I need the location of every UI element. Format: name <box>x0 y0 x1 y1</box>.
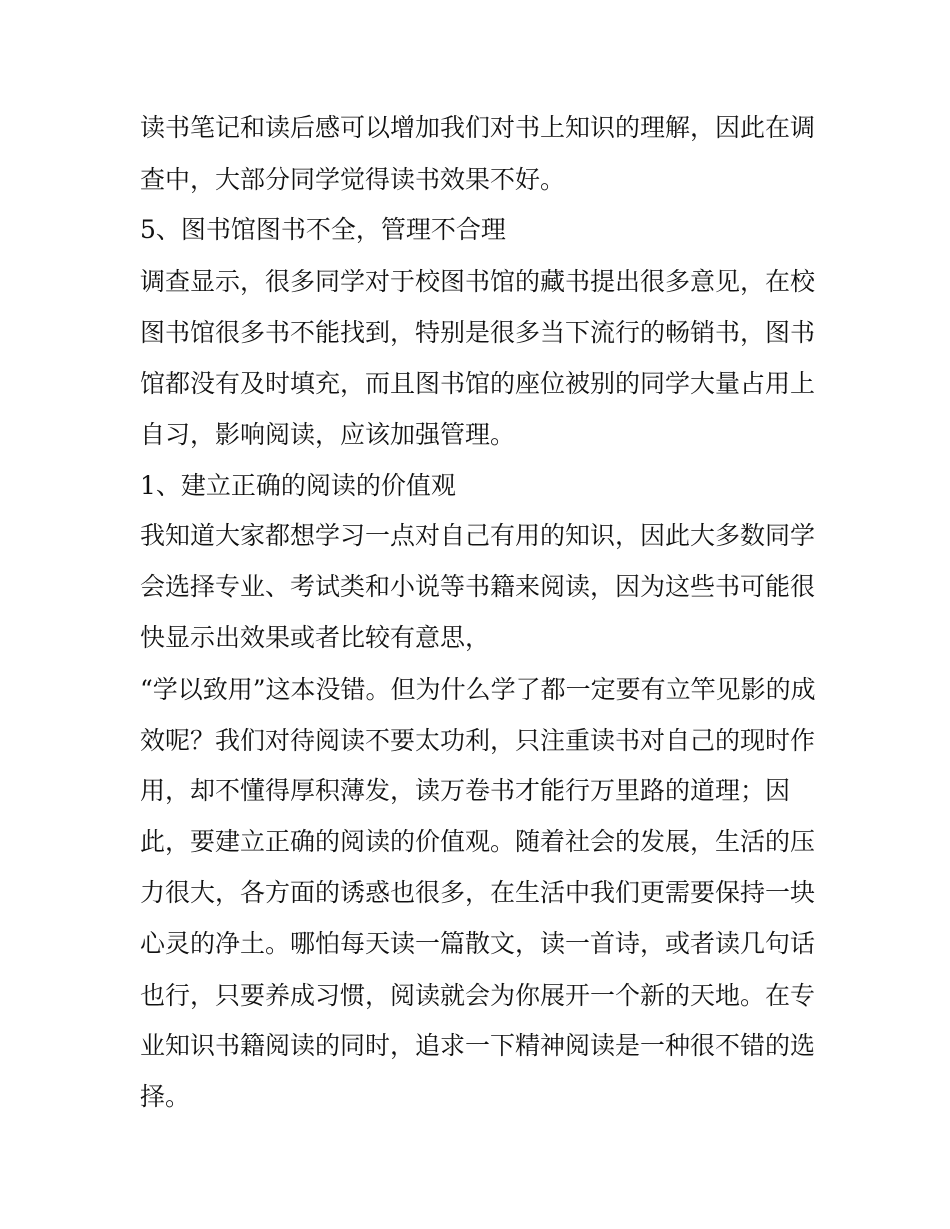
paragraph-line: 此，要建立正确的阅读的价值观。随着社会的发展，生活的压 <box>140 827 816 856</box>
paragraph-line: 图书馆很多书不能找到，特别是很多当下流行的畅销书，图书 <box>140 318 816 347</box>
paragraph-line: 择。 <box>140 1082 191 1111</box>
paragraph-line: 我知道大家都想学习一点对自己有用的知识，因此大多数同学 <box>140 521 816 550</box>
paragraph-line: “学以致用”这本没错。但为什么学了都一定要有立竿见影的成 <box>140 675 816 704</box>
section-heading: 5、图书馆图书不全，管理不合理 <box>140 215 506 244</box>
paragraph-line: 力很大，各方面的诱惑也很多，在生活中我们更需要保持一块 <box>140 878 816 907</box>
paragraph-line: 调查显示，很多同学对于校图书馆的藏书提出很多意见，在校 <box>140 267 816 296</box>
paragraph-line: 效呢？我们对待阅读不要太功利，只注重读书对自己的现时作 <box>140 726 816 755</box>
paragraph-line: 也行，只要养成习惯，阅读就会为你展开一个新的天地。在专 <box>140 981 816 1010</box>
paragraph-line: 用，却不懂得厚积薄发，读万卷书才能行万里路的道理；因 <box>140 776 791 805</box>
paragraph-line: 查中，大部分同学觉得读书效果不好。 <box>140 165 566 194</box>
paragraph-line: 业知识书籍阅读的同时，追求一下精神阅读是一种很不错的选 <box>140 1031 816 1060</box>
section-heading: 1、建立正确的阅读的价值观 <box>140 471 456 500</box>
paragraph-line: 自习，影响阅读，应该加强管理。 <box>140 420 516 449</box>
paragraph-line: 会选择专业、考试类和小说等书籍来阅读，因为这些书可能很 <box>140 572 816 601</box>
paragraph-line: 心灵的净土。哪怕每天读一篇散文，读一首诗，或者读几句话 <box>140 929 816 958</box>
paragraph-line: 快显示出效果或者比较有意思， <box>140 623 491 652</box>
paragraph-line: 读书笔记和读后感可以增加我们对书上知识的理解，因此在调 <box>140 113 816 142</box>
paragraph-line: 馆都没有及时填充，而且图书馆的座位被别的同学大量占用上 <box>140 369 816 398</box>
